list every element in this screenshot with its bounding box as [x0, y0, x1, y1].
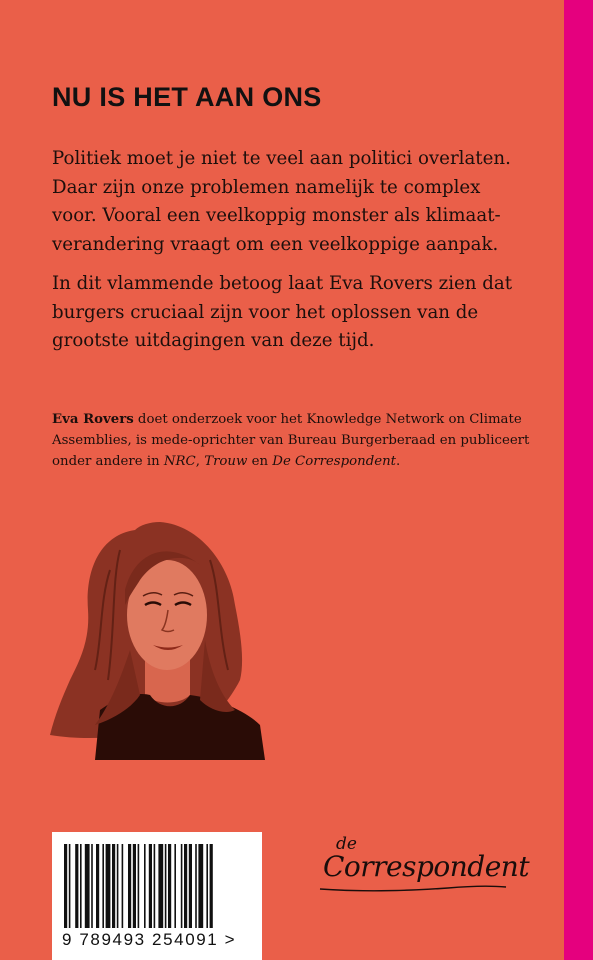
- author-portrait: [40, 510, 280, 760]
- barcode-bar: [168, 844, 171, 928]
- barcode-bar: [158, 844, 163, 928]
- barcode-bar: [154, 844, 156, 928]
- barcode-bar: [184, 844, 187, 928]
- book-title: NU IS HET AAN ONS: [52, 82, 322, 112]
- barcode-bar: [64, 844, 67, 928]
- author-name: Eva Rovers: [52, 412, 134, 427]
- barcode-bar: [69, 844, 71, 928]
- barcode-bar: [85, 844, 90, 928]
- barcode-bar: [174, 844, 176, 928]
- bio-nrc: NRC: [163, 454, 196, 469]
- bio-sep: en: [247, 454, 273, 469]
- spine-stripe: [564, 0, 593, 960]
- logo-correspondent: Correspondent: [323, 850, 530, 883]
- barcode-bar: [112, 844, 115, 928]
- barcode-bar: [206, 844, 208, 928]
- barcode-bar: [75, 844, 78, 928]
- barcode-bar: [210, 844, 213, 928]
- barcode-bar: [102, 844, 104, 928]
- barcode-bar: [122, 844, 124, 928]
- blurb-paragraph-2: In dit vlammende betoog laat Eva Rovers zien dat burgers cruciaal zijn voor het oplossen van de grootste uitdagingen van deze tijd.: [52, 273, 513, 351]
- barcode-bar: [117, 844, 119, 928]
- publisher-logo: [318, 834, 530, 896]
- bio-sep: ,: [195, 454, 205, 469]
- barcode-bar: [198, 844, 203, 928]
- barcode-bar: [189, 844, 192, 928]
- barcode-bar: [144, 844, 146, 928]
- barcode-bar: [165, 844, 167, 928]
- barcode-bar: [91, 844, 93, 928]
- barcode-bar: [128, 844, 131, 928]
- barcode-bar: [138, 844, 140, 928]
- barcode: [52, 832, 262, 960]
- barcode-bar: [181, 844, 183, 928]
- barcode-bars: [64, 844, 250, 928]
- bio-correspondent: De Correspondent: [272, 454, 396, 469]
- barcode-bar: [149, 844, 152, 928]
- barcode-bar: [106, 844, 111, 928]
- blurb-paragraph-1: Politiek moet je niet te veel aan politici overlaten. Daar zijn onze problemen namelijk te complex voor. Vooral een veelkoppig monster als klimaat- verandering vraagt om een veelkoppige aanpak.: [52, 148, 511, 255]
- bio-trouw: Trouw: [204, 454, 248, 469]
- barcode-bar: [195, 844, 197, 928]
- barcode-bar: [96, 844, 99, 928]
- author-bio: [52, 409, 532, 472]
- isbn-number: 9 789493 254091 >: [62, 930, 237, 949]
- logo-de: de: [336, 834, 357, 854]
- bio-end: .: [396, 454, 401, 469]
- bio-text: doet onderzoek voor het Knowledge Network on Climate Assemblies, is mede-oprichter van Bureau Burgerberaad en publiceert onder andere in: [52, 412, 530, 469]
- barcode-bar: [80, 844, 82, 928]
- logo-underline: [318, 884, 508, 894]
- barcode-bar: [133, 844, 136, 928]
